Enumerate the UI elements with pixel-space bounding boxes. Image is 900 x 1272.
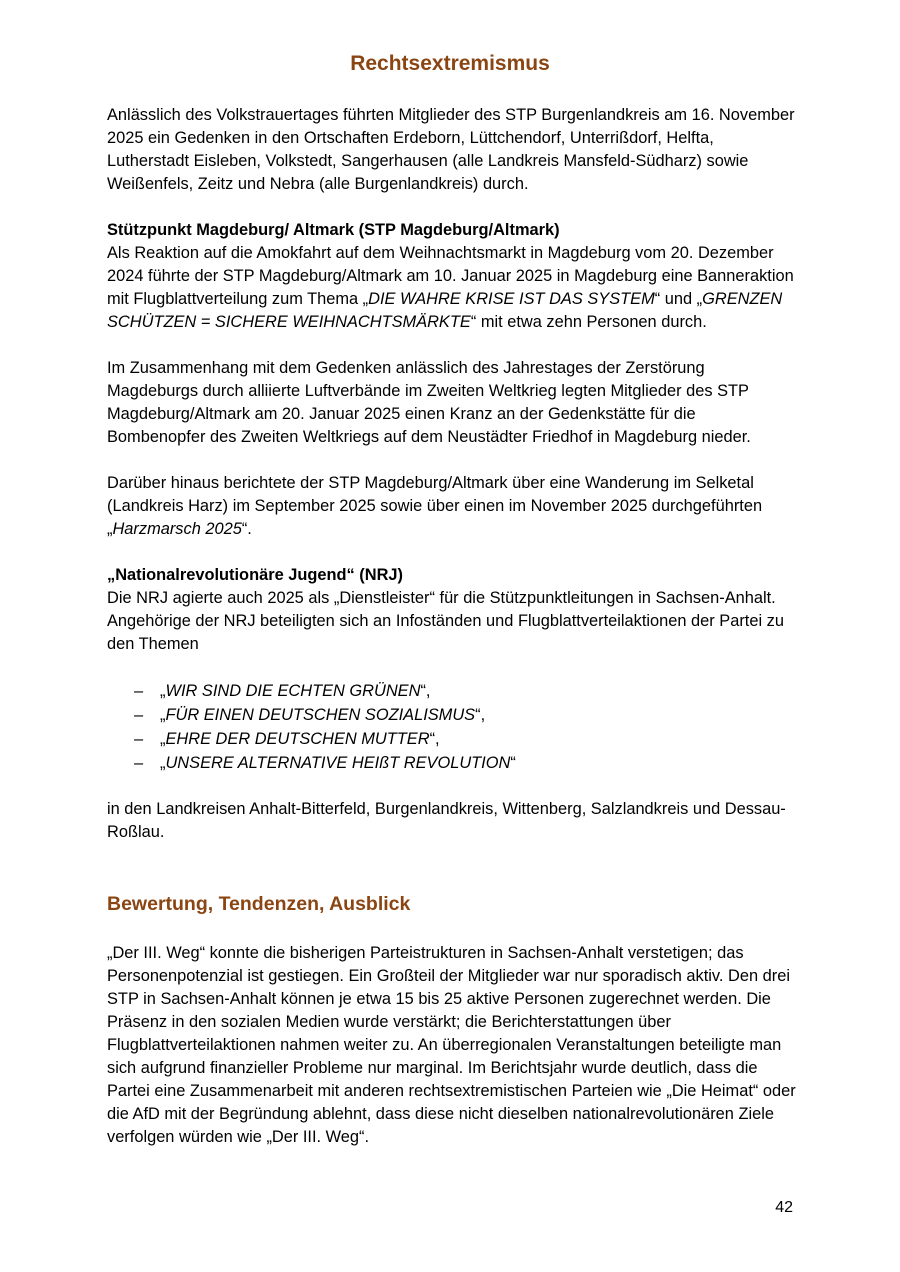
quote-close: “, <box>420 682 431 700</box>
subheading-nrj: „Nationalrevolutionäre Jugend“ (NRJ) <box>107 566 403 584</box>
list-item <box>107 751 797 775</box>
dash-bullet: – <box>134 682 144 700</box>
slogan-list <box>107 679 797 775</box>
slogan-italic: EHRE DER DEUTSCHEN MUTTER <box>165 730 430 748</box>
quote-close: “ <box>510 754 516 772</box>
slogan-italic: UNSERE ALTERNATIVE HEIßT REVOLUTION <box>165 754 511 772</box>
paragraph-bewertung: „Der III. Weg“ konnte die bisherigen Parteistrukturen in Sachsen-Anhalt verstetigen; das Personenpotenzial ist gestiegen. Ein Großteil der Mitglieder war nur sporadisch aktiv. Den drei STP in Sachsen-Anhalt können je etwa 15 bis 25 aktive Personen zugerechnet werden. Die Präsenz in den sozialen Medien wurde verstärkt; die Berichterstattungen über Flugblattverteilaktionen nahmen weiter zu. An überregionalen Veranstaltungen beteiligte man sich aufgrund finanzieller Probleme nur marginal. Im Berichtsjahr wurde deutlich, dass die Partei eine Zusammenarbeit mit anderen rechtsextremistischen Parteien wie „Die Heimat“ oder die AfD mit der Begründung ablehnt, dass diese nicht dieselben nationalrevolutionären Ziele verfolgen würden wie „Der III. Weg“. <box>107 944 796 1146</box>
dash-bullet: – <box>134 706 144 724</box>
quote-close: “, <box>429 730 440 748</box>
text-fragment: Darüber hinaus berichtete der STP Magdeburg/Altmark über eine Wanderung im Selketal (Landkreis Harz) im September 2025 sowie über einen im November 2025 durchgeführten „ <box>107 474 763 538</box>
text-fragment: Als Reaktion auf die Amokfahrt auf dem Weihnachtsmarkt in Magdeburg vom 20. Dezember 2024 führte der STP Magdeburg/Altmark am 10. Januar 2025 in Magdeburg eine Banneraktion mit Flugblattverteilung zum Thema „ <box>107 244 794 308</box>
section-heading-bewertung: Bewertung, Tendenzen, Ausblick <box>107 893 411 915</box>
list-item <box>107 703 797 727</box>
quote-open: „ <box>160 706 166 724</box>
paragraph-nrj: Die NRJ agierte auch 2025 als „Dienstleister“ für die Stützpunktleitungen in Sachsen-Anhalt. Angehörige der NRJ beteiligten sich an Infoständen und Flugblattverteilaktionen der Partei zu den Themen <box>107 589 784 653</box>
quote-open: „ <box>160 754 166 772</box>
paragraph-landkreise: in den Landkreisen Anhalt-Bitterfeld, Burgenlandkreis, Wittenberg, Salzlandkreis und Dessau-Roßlau. <box>107 800 786 841</box>
quote-open: „ <box>160 730 166 748</box>
paragraph-volkstrauertag: Anlässlich des Volkstrauertages führten Mitglieder des STP Burgenlandkreis am 16. November 2025 ein Gedenken in den Ortschaften Erdeborn, Lüttchendorf, Unterrißdorf, Helfta, Lutherstadt Eisleben, Volkstedt, Sangerhausen (alle Landkreis Mansfeld-Südharz) sowie Weißenfels, Zeitz und Nebra (alle Burgenlandkreis) durch. <box>107 106 795 193</box>
text-fragment: “ und „ <box>654 290 703 308</box>
paragraph-wanderung <box>107 472 797 541</box>
slogan-italic: FÜR EINEN DEUTSCHEN SOZIALISMUS <box>165 706 476 724</box>
list-item <box>107 679 797 703</box>
page-title: Rechtsextremismus <box>350 52 550 75</box>
quote-open: „ <box>160 682 166 700</box>
dash-bullet: – <box>134 754 144 772</box>
slogan-italic: DIE WAHRE KRISE IST DAS SYSTEM <box>368 290 655 308</box>
paragraph-banneraktion <box>107 242 797 334</box>
quote-close: “, <box>475 706 486 724</box>
dash-bullet: – <box>134 730 144 748</box>
text-fragment: “. <box>241 520 252 538</box>
slogan-italic: GRENZEN SCHÜTZEN = SICHERE WEIHNACHTSMÄRKTE <box>107 290 783 331</box>
paragraph-gedenken-magdeburg: Im Zusammenhang mit dem Gedenken anlässlich des Jahrestages der Zerstörung Magdeburgs durch alliierte Luftverbände im Zweiten Weltkrieg legten Mitglieder des STP Magdeburg/Altmark am 20. Januar 2025 einen Kranz an der Gedenkstätte für die Bombenopfer des Zweiten Weltkriegs auf dem Neustädter Friedhof in Magdeburg nieder. <box>107 359 751 446</box>
subheading-stp-magdeburg: Stützpunkt Magdeburg/ Altmark (STP Magdeburg/Altmark) <box>107 221 560 239</box>
text-fragment: “ mit etwa zehn Personen durch. <box>470 313 707 331</box>
list-item <box>107 727 797 751</box>
slogan-italic: WIR SIND DIE ECHTEN GRÜNEN <box>165 682 421 700</box>
page-number: 42 <box>775 1199 793 1216</box>
event-name-italic: Harzmarsch 2025 <box>112 520 242 538</box>
page-content <box>107 104 797 1149</box>
